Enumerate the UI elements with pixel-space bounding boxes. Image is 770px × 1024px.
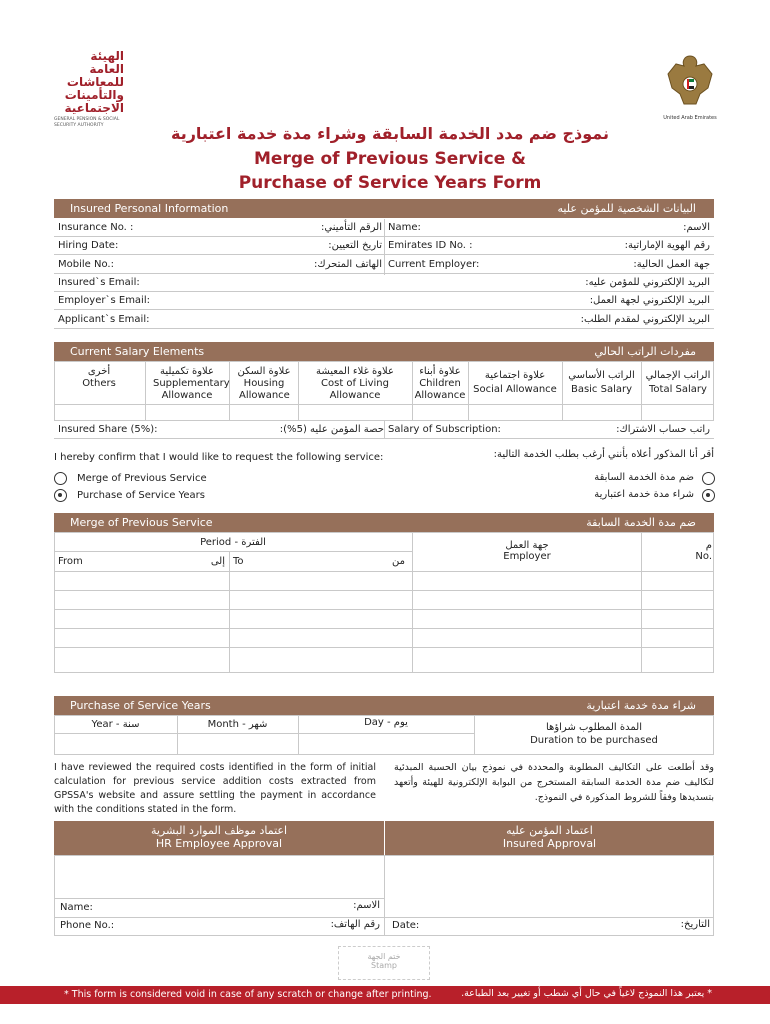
purchase-header — [54, 696, 714, 715]
salary-header-ar: مفردات الراتب الحالي — [594, 345, 696, 358]
salary-col-social — [469, 370, 561, 396]
purchase-option-ar: شراء مدة خدمة اعتبارية — [594, 489, 694, 500]
merge-option-en: Merge of Previous Service — [77, 473, 207, 484]
review-text-ar: وقد أطلعت على التكاليف المطلوبة والمحددة في نموذج بيان الحسبة المبدئية لتكاليف ضم مدة الخدمة السابقة المستخرج من البوابة الإلكترونية للهيئة وأتعهد بتسديدها وفقاً للشروط المذكورة في النموذج. — [394, 762, 714, 803]
hiring-date-label-en: Hiring Date: — [58, 240, 119, 251]
personal-info-header — [54, 199, 714, 218]
insured-email-label-ar: البريد الإلكتروني للمؤمن عليه: — [585, 277, 710, 288]
insurance-no-label-ar: الرقم التأميني: — [321, 222, 382, 233]
falcon-emblem-icon — [660, 50, 720, 110]
salary-col-col-ar: علاوة غلاء المعيشة — [316, 366, 394, 377]
salary-col-supplementary — [147, 366, 230, 402]
footer-note-en: * This form is considered void in case of any scratch or change after printing. — [64, 989, 432, 1000]
applicant-email-label-en: Applicant`s Email: — [58, 314, 150, 325]
hr-approval-en: HR Employee Approval — [155, 837, 283, 850]
name-label-en: Name: — [388, 222, 421, 233]
insured-approval-en: Insured Approval — [502, 837, 597, 850]
insured-email-label-en: Insured`s Email: — [58, 277, 140, 288]
purchase-option-en: Purchase of Service Years — [77, 490, 205, 501]
purchase-duration-col — [474, 722, 714, 746]
insured-date-label-en: Date: — [392, 920, 420, 931]
purchase-year-label: Year - سنة — [91, 719, 140, 730]
salary-col-housing-ar: علاوة السكن — [237, 366, 291, 377]
salary-col-total-ar: الراتب الإجمالي — [645, 370, 711, 381]
purchase-duration-en: Duration to be purchased — [530, 735, 658, 746]
salary-col-others-en: Others — [82, 378, 116, 389]
merge-no-ar: م — [705, 540, 712, 551]
title-english-line2: Purchase of Service Years Form — [238, 173, 542, 193]
hr-approval-ar: اعتماد موظف الموارد البشرية — [150, 824, 288, 837]
hr-phone-label-ar: رقم الهاتف: — [330, 919, 380, 930]
insured-share-label-en: Insured Share (5%): — [58, 424, 158, 435]
footer-bar — [0, 986, 770, 1004]
salary-col-children-ar: علاوة أبناء — [419, 366, 461, 377]
confirm-text-ar: أقر أنا المذكور أعلاه بأنني أرغب بطلب الخدمة التالية: — [493, 449, 714, 460]
salary-col-supplementary-en: Supplementary Allowance — [153, 378, 230, 401]
merge-from-en: From — [58, 556, 83, 567]
salary-col-basic — [563, 370, 640, 396]
hr-name-label-ar: الاسم: — [353, 900, 380, 911]
salary-col-social-en: Social Allowance — [473, 384, 557, 395]
salary-col-others-ar: أخرى — [87, 366, 111, 377]
personal-header-en: Insured Personal Information — [70, 202, 229, 215]
stamp-label-ar: ختم الجهة — [367, 952, 401, 961]
personal-header-ar: البيانات الشخصية للمؤمن عليه — [557, 202, 696, 215]
name-label-ar: الاسم: — [683, 222, 710, 233]
merge-employer-ar: جهة العمل — [505, 540, 549, 551]
subscription-label-en: Salary of Subscription: — [388, 424, 501, 435]
gpssa-logo-english: GENERAL PENSION & SOCIAL SECURITY AUTHORITY — [54, 117, 120, 128]
salary-col-basic-en: Basic Salary — [570, 384, 633, 395]
purchase-month-label: Month - شهر — [207, 719, 268, 730]
uae-emblem — [660, 50, 720, 122]
merge-radio-left[interactable] — [54, 472, 67, 485]
salary-col-col-en: Cost of Living Allowance — [321, 378, 389, 401]
subscription-label-ar: راتب حساب الاشتراك: — [616, 424, 710, 435]
row-insured-email — [54, 274, 714, 292]
purchase-header-ar: شراء مدة خدمة اعتبارية — [586, 699, 696, 712]
salary-col-children — [413, 366, 467, 402]
mobile-label-en: Mobile No.: — [58, 259, 114, 270]
merge-header-en: Merge of Previous Service — [70, 516, 213, 529]
applicant-email-label-ar: البريد الإلكتروني لمقدم الطلب: — [580, 314, 710, 325]
insurance-no-label-en: Insurance No. : — [58, 222, 134, 233]
gpssa-logo — [54, 49, 124, 128]
merge-header — [54, 513, 714, 532]
salary-col-housing — [231, 366, 297, 402]
emirates-id-label-ar: رقم الهوية الإماراتية: — [624, 240, 710, 251]
purchase-duration-ar: المدة المطلوب شراؤها — [546, 722, 642, 733]
salary-col-others — [56, 366, 142, 390]
emirates-id-label-en: Emirates ID No. : — [388, 240, 473, 251]
merge-employer-en: Employer — [503, 551, 551, 562]
purchase-radio-left[interactable] — [54, 489, 67, 502]
purchase-radio-right[interactable] — [702, 489, 715, 502]
uae-label: United Arab Emirates — [663, 115, 717, 121]
salary-col-cost-of-living — [300, 366, 410, 402]
salary-col-total — [642, 370, 714, 396]
review-text-en: I have reviewed the required costs identified in the form of initial calculation for previous service addition costs extracted from GPSSA's website and assure settling the payment in accordance with the conditions stated in the form. — [54, 762, 376, 815]
confirm-text-en: I hereby confirm that I would like to request the following service: — [54, 452, 384, 463]
row-employer-email — [54, 292, 714, 310]
purchase-header-en: Purchase of Service Years — [70, 699, 211, 712]
merge-radio-right[interactable] — [702, 472, 715, 485]
salary-col-basic-ar: الراتب الأساسي — [568, 370, 635, 381]
insured-share-label-ar: حصة المؤمن عليه (5%): — [279, 424, 384, 435]
employer-email-label-ar: البريد الإلكتروني لجهة العمل: — [589, 295, 710, 306]
insured-approval-ar: اعتماد المؤمن عليه — [506, 824, 593, 837]
current-employer-label-ar: جهة العمل الحالية: — [633, 259, 710, 270]
hr-name-label-en: Name: — [60, 902, 93, 913]
stamp-box — [338, 946, 430, 980]
merge-period-label: Period - الفترة — [200, 537, 266, 548]
insured-approval-header — [384, 821, 714, 855]
salary-col-children-en: Children Allowance — [414, 378, 466, 401]
salary-col-housing-en: Housing Allowance — [239, 378, 290, 401]
salary-col-supplementary-ar: علاوة تكميلية — [160, 366, 214, 377]
title-english-line1: Merge of Previous Service & — [254, 149, 526, 169]
gpssa-logo-arabic: الهيئة العامة للمعاشات والتأمينات الاجتماعية — [64, 49, 124, 115]
employer-email-label-en: Employer`s Email: — [58, 295, 150, 306]
hiring-date-label-ar: تاريخ التعيين: — [328, 240, 382, 251]
merge-from-ar: من — [392, 556, 405, 567]
salary-header — [54, 342, 714, 361]
merge-header-ar: ضم مدة الخدمة السابقة — [586, 516, 696, 529]
footer-note-ar: * يعتبر هذا النموذج لاغياً في حال أي شطب أو تغيير بعد الطباعة. — [461, 988, 712, 999]
merge-to-ar: إلى — [210, 556, 225, 567]
mobile-label-ar: الهاتف المتحرك: — [313, 259, 382, 270]
merge-no-en: No. — [695, 551, 712, 562]
merge-option-ar: ضم مدة الخدمة السابقة — [594, 472, 694, 483]
salary-header-en: Current Salary Elements — [70, 345, 205, 358]
salary-col-total-en: Total Salary — [649, 384, 707, 395]
merge-to-en: To — [233, 556, 244, 567]
salary-col-social-ar: علاوة اجتماعية — [484, 370, 546, 381]
current-employer-label-en: Current Employer: — [388, 259, 480, 270]
merge-no-col — [642, 540, 712, 562]
insured-date-label-ar: التاريخ: — [680, 919, 710, 930]
hr-approval-header — [54, 821, 384, 855]
stamp-label-en: Stamp — [371, 961, 397, 970]
row-applicant-email — [54, 311, 714, 329]
title-arabic: نموذج ضم مدد الخدمة السابقة وشراء مدة خدمة اعتبارية — [171, 124, 609, 143]
hr-phone-label-en: Phone No.: — [60, 920, 115, 931]
merge-employer-col — [413, 540, 641, 562]
purchase-day-label: Day - يوم — [364, 717, 408, 728]
